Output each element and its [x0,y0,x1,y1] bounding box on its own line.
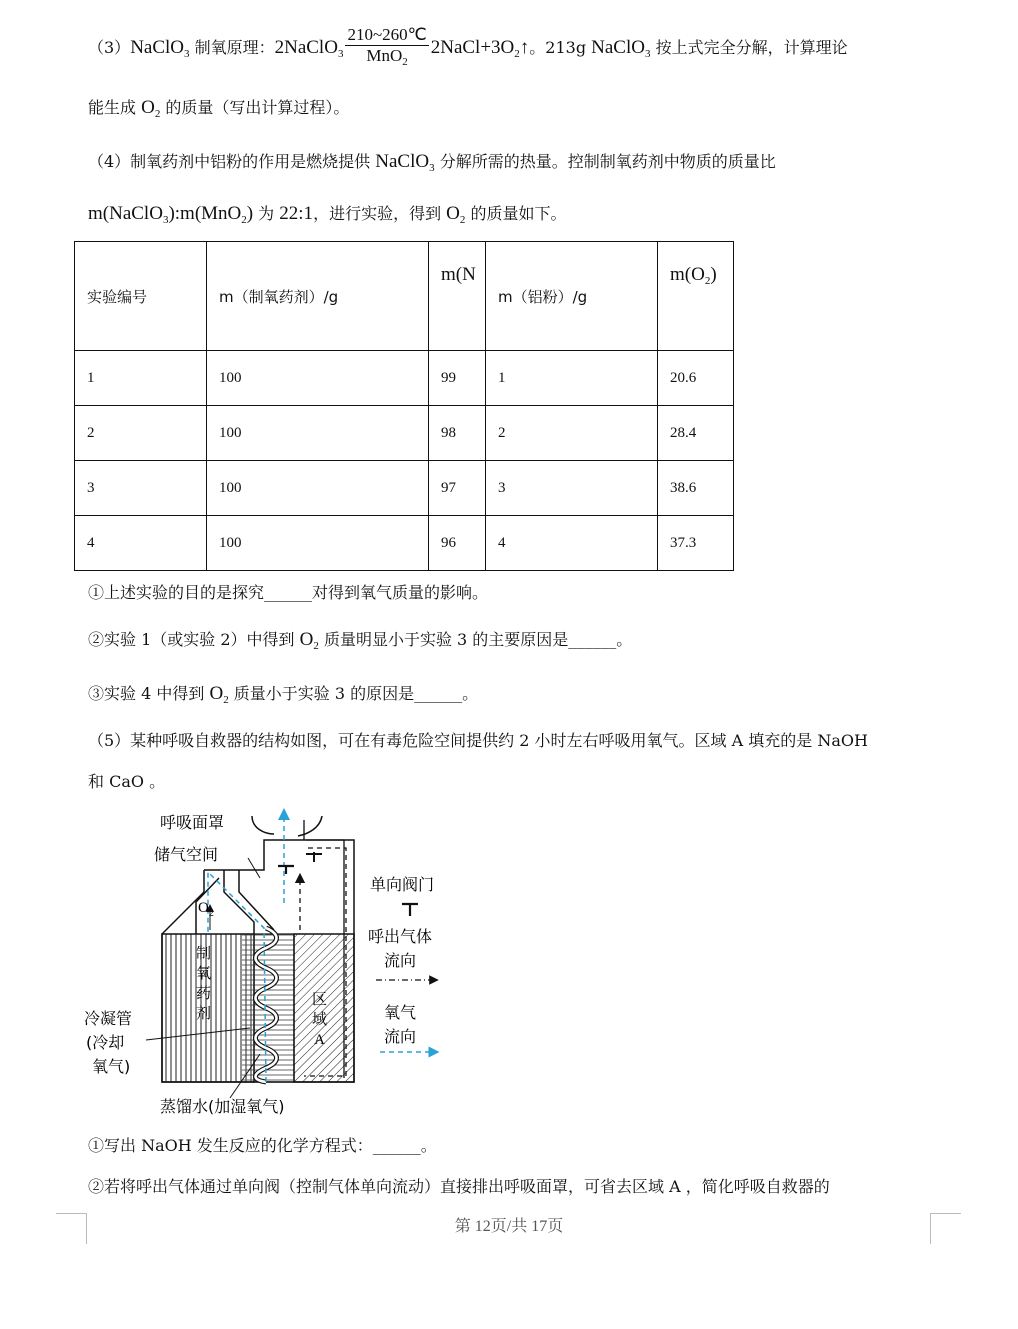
table-cell: 100 [207,461,429,516]
mask-shape [252,816,322,836]
region-a [294,934,354,1082]
o2-label: $O_2$ [198,900,214,919]
agent-label-3: 药 [196,984,212,1002]
table-cell: 98 [429,406,486,461]
q3-line1 [88,25,848,72]
table-cell: 2 [486,406,658,461]
q5-sub-question-1: ①写出 NaOH 发生反应的化学方程式：______。 [88,1136,437,1155]
table-cell: 37.3 [658,516,734,571]
agent-label-2: 氧 [196,964,212,982]
region-label-2: 域 [312,1010,328,1028]
table-cell: 3 [75,461,207,516]
table-header: 实验编号 [75,242,207,351]
table-cell: 1 [486,351,658,406]
equation-right: $2NaCl+3O_2↑$ [430,37,530,60]
table-row [75,351,734,406]
table-cell: 2 [75,406,207,461]
q3-text3: 按上式完全分解，计算理论 [650,38,848,57]
q4-line2: m(NaClO$_3$):m(MnO$_2$) 为 22:1，进行实验，得到 $O_2$ 的质量如下。 [88,203,567,226]
table-cell: 1 [75,351,207,406]
page-footer: 第 12页/共 17页 [454,1218,564,1235]
q3-line2: 能生成 $O_2$ 的质量（写出计算过程）。 [88,97,350,120]
sub-question-1: ①上述实验的目的是探究______对得到氧气质量的影响。 [88,583,489,602]
table-cell: 38.6 [658,461,734,516]
table-cell: 4 [486,516,658,571]
table-cell: 100 [207,351,429,406]
q5-line2: 和 CaO 。 [88,772,166,791]
condenser-label-2: (冷却 [86,1033,125,1052]
exhale-label-2: 流向 [384,951,417,970]
table-cell: 97 [429,461,486,516]
q3-chem2: NaClO$_3$ [591,37,651,60]
valve-legend-icon [402,904,418,916]
table-header-row [75,242,734,351]
table-cell: 100 [207,406,429,461]
table-header: m（制氧药剂）/g [207,242,429,351]
table-cell: 28.4 [658,406,734,461]
q3-text2: 。213g [529,38,592,57]
q3-chem: NaClO$_3$ [130,37,190,60]
valve-label: 单向阀门 [370,875,435,894]
water-label: 蒸馏水(加湿氧气) [160,1097,285,1116]
table-row [75,406,734,461]
experiment-table [74,241,734,571]
table-header: m（铝粉）/g [486,242,658,351]
valve-icon [278,866,294,874]
table-header: $m(O_2)$ [658,242,734,351]
q3-prefix: （3） [88,38,131,57]
equation-left: 2NaClO$_3$ [274,37,344,60]
table-row [75,516,734,571]
condenser-label-3: 氧气) [92,1057,131,1076]
q5-line1: （5）某种呼吸自救器的结构如图，可在有毒危险空间提供约 2 小时左右呼吸用氧气。区域 A 填充的是 NaOH [88,731,868,750]
sub-question-3: ③实验 4 中得到 $O_2$ 质量小于实验 3 的原因是______。 [88,683,479,706]
rescue-device-diagram [84,808,464,1120]
table-cell: 96 [429,516,486,571]
table-cell: 100 [207,516,429,571]
agent-label-1: 制 [196,944,212,962]
oxygen-label-2: 流向 [384,1027,417,1046]
sub-question-2: ②实验 1（或实验 2）中得到 $O_2$ 质量明显小于实验 3 的主要原因是______。 [88,629,633,652]
table-cell: 20.6 [658,351,734,406]
table-cell: 4 [75,516,207,571]
q4-line1: （4）制氧药剂中铝粉的作用是燃烧提供 NaClO$_3$ 分解所需的热量。控制制氧药剂中物质的质量比 [88,151,776,174]
oxygen-label: 氧气 [384,1003,417,1022]
condenser-label-1: 冷凝管 [84,1009,133,1028]
table-header: m(N [429,242,486,351]
table-cell: 3 [486,461,658,516]
region-label-1: 区 [312,990,328,1008]
q5-sub-question-2: ②若将呼出气体通过单向阀（控制气体单向流动）直接排出呼吸面罩，可省去区域 A ，简化呼吸自救器的 [88,1177,830,1196]
exhale-label: 呼出气体 [368,927,433,946]
storage-label: 储气空间 [154,845,219,864]
reaction-condition: $\frac{210\sim 260℃}{MnO_2}$ [347,25,427,68]
agent-label-4: 剂 [196,1004,212,1022]
table-cell: 99 [429,351,486,406]
region-label-3: A [314,1032,325,1048]
table-row [75,461,734,516]
q3-text1: 制氧原理： [189,38,275,57]
mask-label: 呼吸面罩 [160,813,225,832]
